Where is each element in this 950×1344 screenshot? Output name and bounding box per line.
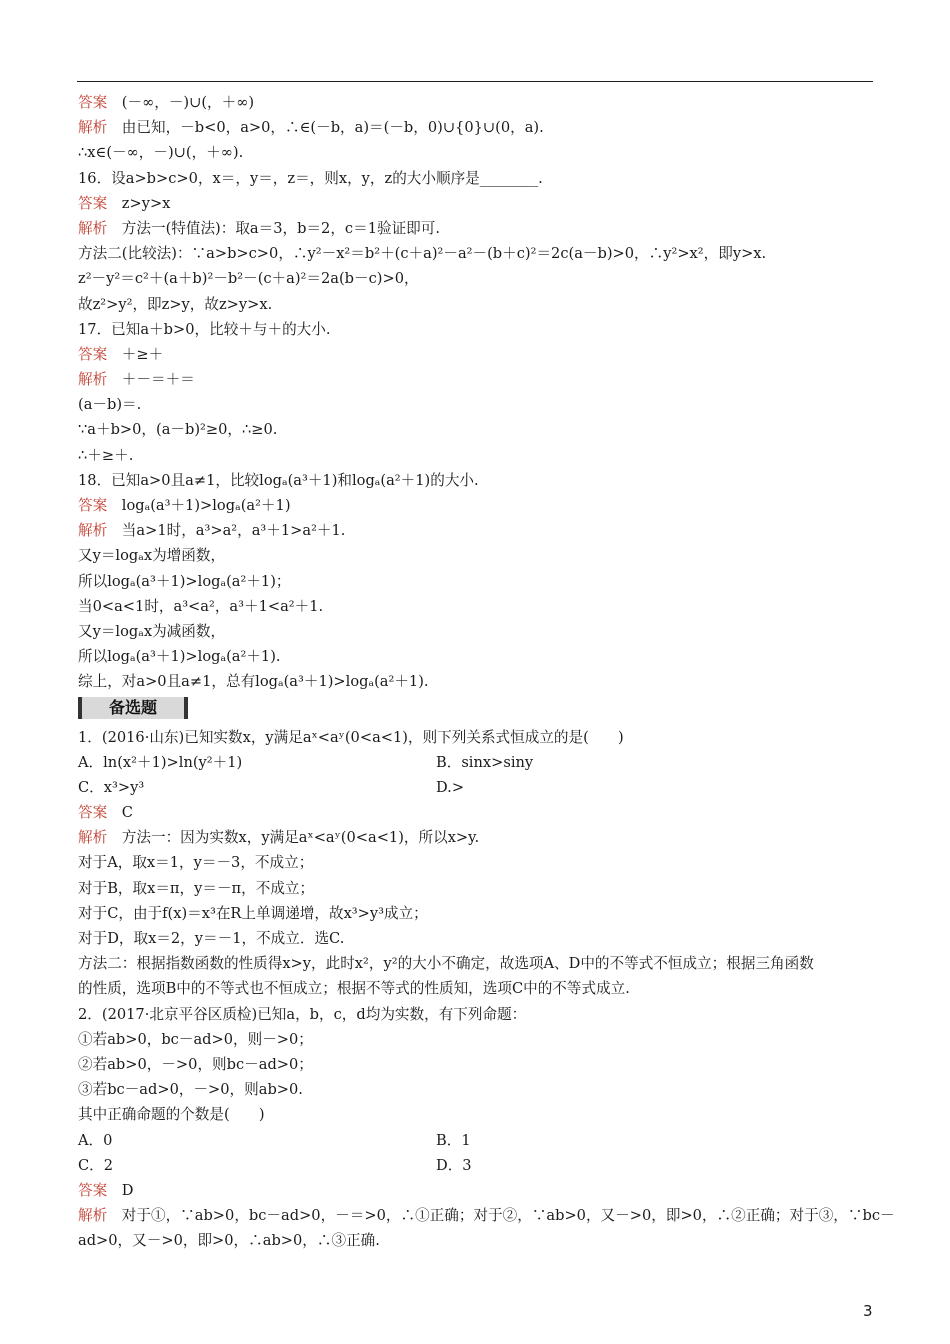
option-item: B．sinx>siny [436,753,534,771]
line-text: ∴x∈(－∞，－)∪(，＋∞). [78,144,244,162]
section-header [78,695,874,725]
line-text: ∵a＋b>0，(a－b)²≥0，∴≥0. [78,421,278,439]
line-text: 17．已知a＋b>0，比较＋与＋的大小. [78,320,331,338]
text-line [78,241,874,266]
line-text: 对于C，由于f(x)＝x³在R上单调递增，故x³>y³成立； [78,904,428,922]
text-line [78,1002,874,1027]
page-number: 3 [863,1302,873,1320]
text-line [78,594,874,619]
line-text: C [107,804,133,822]
line-text: 对于B，取x＝π，y＝－π，不成立； [78,879,315,897]
text-line [78,644,874,669]
line-text: 对于①，∵ab>0，bc－ad>0，－＝>0，∴①正确；对于②，∵ab>0，又－>0，即>0，∴②正确；对于③，∵bc－ [107,1207,895,1225]
option-item: A．0 [78,1131,113,1149]
text-line [78,115,874,140]
text-line [78,1077,874,1102]
line-label: 答案 [78,497,108,514]
text-line [78,392,874,417]
line-text: D [107,1181,134,1199]
text-line [78,292,874,317]
text-line [78,951,874,976]
text-line [78,443,874,468]
text-line [78,317,874,342]
line-text: ＋≥＋ [107,345,164,363]
text-line [78,1178,874,1203]
question-2-options [78,1128,874,1178]
option-item: A．ln(x²＋1)>ln(y²＋1) [78,753,243,771]
text-line [78,191,874,216]
line-text: z>y>x [107,194,171,212]
answer-block-16-18 [78,90,874,695]
line-text: ∴＋≥＋. [78,446,134,464]
question-2-solution [78,1178,895,1254]
line-text: ③若bc－ad>0，－>0，则ab>0. [78,1081,303,1099]
text-line [78,417,874,442]
line-text: ＋－＝＋＝ [107,371,195,389]
document-body [78,90,895,1253]
line-text: 16．设a>b>c>0，x＝，y＝，z＝，则x，y，z的大小顺序是________. [78,169,543,187]
text-line [78,800,874,825]
text-line [78,90,874,115]
text-line [78,140,874,165]
line-text: 当a>1时，a³>a²，a³＋1>a²＋1. [107,522,346,540]
option-item: C．x³>y³ [78,778,145,796]
line-text: 方法一：因为实数x，y满足aˣ<aʸ(0<a<1)，所以x>y. [107,829,480,847]
text-line [78,1203,895,1228]
text-line [78,166,874,191]
line-label: 解析 [78,371,108,389]
text-line [78,569,874,594]
line-label: 答案 [78,1181,108,1199]
line-text: 所以logₐ(a³＋1)>logₐ(a²＋1)； [78,572,291,590]
line-label: 答案 [78,94,108,111]
line-text: 所以logₐ(a³＋1)>logₐ(a²＋1). [78,648,281,666]
line-text: ②若ab>0，－>0，则bc－ad>0； [78,1055,313,1073]
line-text: z²－y²＝c²＋(a＋b)²－b²－(c＋a)²＝2a(b－c)>0， [78,270,419,288]
text-line [78,1228,874,1253]
text-line [78,926,874,951]
line-label: 答案 [78,804,108,822]
line-text: 的性质，选项B中的不等式也不恒成立；根据不等式的性质知，选项C中的不等式成立. [78,980,630,998]
text-line [78,876,874,901]
option-item: D.> [436,778,465,796]
text-line [78,669,874,694]
text-line [78,725,874,750]
line-text: 方法二(比较法)：∵a>b>c>0，∴y²－x²＝b²＋(c＋a)²－a²－(b＋c)²＝2c(a－b)>0，∴y²>x²，即y>x. [78,245,767,263]
line-text: 对于D，取x＝2，y＝－1，不成立．选C. [78,930,345,947]
line-text: 其中正确命题的个数是( ) [78,1106,265,1124]
text-line [78,1102,874,1127]
text-line [78,367,874,392]
line-text: ①若ab>0，bc－ad>0，则－>0； [78,1030,313,1048]
text-line [78,1052,874,1077]
text-line [78,825,874,850]
line-label: 答案 [78,194,108,212]
text-line [78,619,874,644]
question-1-options [78,750,874,800]
text-line [78,543,874,568]
option-item: D．3 [436,1156,472,1174]
section-title: 备选题 [78,697,188,719]
text-line [78,976,874,1001]
option-row [78,1128,874,1153]
option-item: B．1 [436,1131,471,1149]
line-text: 又y＝logₐx为减函数， [78,622,226,640]
line-label: 解析 [78,219,108,237]
line-text: 方法一(特值法)：取a＝3，b＝2，c＝1验证即可. [107,219,440,237]
line-label: 解析 [78,829,108,847]
option-row [78,1153,874,1178]
header-rule [77,81,873,82]
line-text: 综上，对a>0且a≠1，总有logₐ(a³＋1)>logₐ(a²＋1). [78,673,429,691]
line-text: 由已知，－b<0，a>0，∴∈(－b，a)＝(－b，0)∪{0}∪(0，a). [107,119,544,137]
option-row [78,750,874,775]
line-label: 答案 [78,345,108,363]
option-row [78,775,874,800]
text-line [78,901,874,926]
line-label: 解析 [78,119,108,137]
line-text: 当0<a<1时，a³<a²，a³＋1<a²＋1. [78,597,324,615]
question-1-solution [78,800,874,1127]
line-text: logₐ(a³＋1)>logₐ(a²＋1) [107,497,291,514]
text-line [78,266,874,291]
line-label: 解析 [78,522,108,540]
text-line [78,468,874,493]
line-text: 又y＝logₐx为增函数， [78,547,226,565]
line-label: 解析 [78,1207,108,1225]
line-text: (－∞，－)∪(，＋∞) [107,94,255,111]
line-text: (a－b)＝. [78,396,142,414]
text-line [78,216,874,241]
line-text: ad>0，又－>0，即>0，∴ab>0，∴③正确. [78,1232,380,1250]
text-line [78,342,874,367]
option-item: C．2 [78,1156,114,1174]
line-text: 18．已知a>0且a≠1，比较logₐ(a³＋1)和logₐ(a²＋1)的大小. [78,471,479,489]
line-text: 对于A，取x＝1，y＝－3，不成立； [78,854,314,872]
text-line [78,850,874,875]
text-line [78,518,874,543]
question-1 [78,725,874,750]
line-text: 1．(2016·山东)已知实数x，y满足aˣ<aʸ(0<a<1)，则下列关系式恒成立的是( ) [78,728,624,746]
line-text: 方法二：根据指数函数的性质得x>y，此时x²，y²的大小不确定，故选项A、D中的不等式不恒成立；根据三角函数 [78,955,814,973]
text-line [78,493,874,518]
text-line [78,1027,874,1052]
line-text: 故z²>y²，即z>y，故z>y>x. [78,295,273,313]
line-text: 2．(2017·北京平谷区质检)已知a，b，c，d均为实数，有下列命题： [78,1005,527,1023]
